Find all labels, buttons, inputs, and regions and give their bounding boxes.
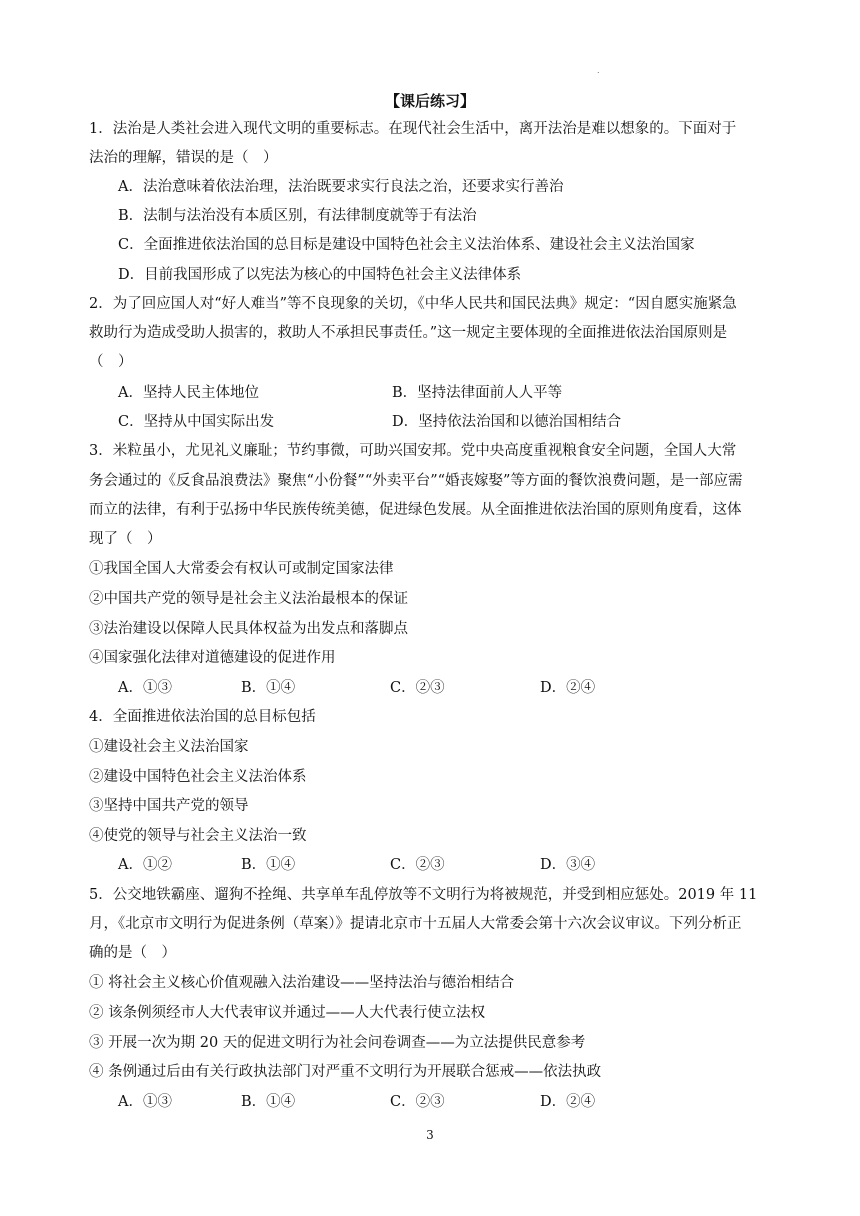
q3-stem-line2: 务会通过的《反食品浪费法》聚焦“小份餐”“外卖平台”“婚丧嫁娶”等方面的餐饮浪费问题，是一部应需 [89, 473, 743, 489]
q5-stem-line2: 月，《北京市文明行为促进条例（草案）》提请北京市十五届人大常委会第十六次会议审议。下列分析正 [89, 916, 742, 932]
q2-option-c: C．坚持从中国实际出发 [118, 414, 275, 430]
q4-statement-1: ①建设社会主义法治国家 [89, 739, 249, 755]
q2-stem-line1: 2．为了回应国人对“好人难当”等不良现象的关切，《中华人民共和国民法典》规定：“因自愿实施紧急 [89, 296, 737, 312]
q5-option-d: D．②④ [540, 1094, 596, 1110]
q1-option-a: A．法治意味着依法治理，法治既要求实行良法之治，还要求实行善治 [118, 179, 564, 195]
q4-option-d: D．③④ [540, 857, 596, 873]
q3-stem-line4: 现了（ ） [89, 531, 162, 547]
q3-stem-line3: 而立的法律，有利于弘扬中华民族传统美德，促进绿色发展。从全面推进依法治国的原则角度看，这体 [89, 502, 742, 518]
q1-option-d: D．目前我国形成了以宪法为核心的中国特色社会主义法律体系 [118, 267, 522, 283]
q4-statement-4: ④使党的领导与社会主义法治一致 [89, 828, 307, 844]
q4-option-b: B．①④ [241, 857, 296, 873]
q1-option-c: C．全面推进依法治国的总目标是建设中国特色社会主义法治体系、建设社会主义法治国家 [118, 237, 695, 253]
header-dot: . [597, 66, 600, 75]
q2-stem-line3: （ ） [89, 354, 133, 370]
q3-option-c: C．②③ [390, 680, 445, 696]
q1-option-b: B．法制与法治没有本质区别，有法律制度就等于有法治 [118, 208, 477, 224]
q4-statement-3: ③坚持中国共产党的领导 [89, 798, 249, 814]
q4-stem-line1: 4．全面推进依法治国的总目标包括 [89, 709, 316, 725]
q5-stem-line3: 确的是（ ） [89, 945, 176, 961]
q3-statement-2: ②中国共产党的领导是社会主义法治最根本的保证 [89, 591, 408, 607]
q5-option-c: C．②③ [390, 1094, 445, 1110]
q2-option-d: D．坚持依法治国和以德治国相结合 [392, 414, 622, 430]
q5-statement-1: ① 将社会主义核心价值观融入法治建设——坚持法治与德治相结合 [89, 975, 515, 991]
q4-option-c: C．②③ [390, 857, 445, 873]
q4-statement-2: ②建设中国特色社会主义法治体系 [89, 769, 307, 785]
q2-stem-line2: 救助行为造成受助人损害的，救助人不承担民事责任。”这一规定主要体现的全面推进依法治国原则是 [89, 325, 728, 341]
q3-statement-4: ④国家强化法律对道德建设的促进作用 [89, 650, 336, 666]
q3-stem-line1: 3．米粒虽小，尤见礼义廉耻；节约事微，可助兴国安邦。党中央高度重视粮食安全问题，全国人大常 [89, 443, 737, 459]
q5-statement-2: ② 该条例须经市人大代表审议并通过——人大代表行使立法权 [89, 1005, 486, 1021]
q2-option-b: B．坚持法律面前人人平等 [392, 385, 563, 401]
q3-option-a: A．①③ [118, 680, 172, 696]
q3-option-b: B．①④ [241, 680, 296, 696]
q3-option-d: D．②④ [540, 680, 596, 696]
q5-option-a: A．①③ [118, 1094, 172, 1110]
q4-option-a: A．①② [118, 857, 172, 873]
q2-option-a: A．坚持人民主体地位 [118, 385, 259, 401]
q1-stem-line1: 1．法治是人类社会进入现代文明的重要标志。在现代社会生活中，离开法治是难以想象的。下面对于 [89, 121, 737, 137]
q5-statement-3: ③ 开展一次为期 20 天的促进文明行为社会问卷调查——为立法提供民意参考 [89, 1035, 586, 1051]
q1-stem-line2: 法治的理解，错误的是（ ） [89, 150, 278, 166]
q3-statement-3: ③法治建设以保障人民具体权益为出发点和落脚点 [89, 621, 408, 637]
q3-statement-1: ①我国全国人大常委会有权认可或制定国家法律 [89, 561, 394, 577]
q5-option-b: B．①④ [241, 1094, 296, 1110]
q5-stem-line1: 5．公交地铁霸座、遛狗不拴绳、共享单车乱停放等不文明行为将被规范，并受到相应惩处。2019 年 11 [89, 887, 758, 903]
q5-statement-4: ④ 条例通过后由有关行政执法部门对严重不文明行为开展联合惩戒——依法执政 [89, 1064, 602, 1080]
page-number: 3 [426, 1128, 434, 1142]
section-title: 【课后练习】 [384, 92, 475, 110]
